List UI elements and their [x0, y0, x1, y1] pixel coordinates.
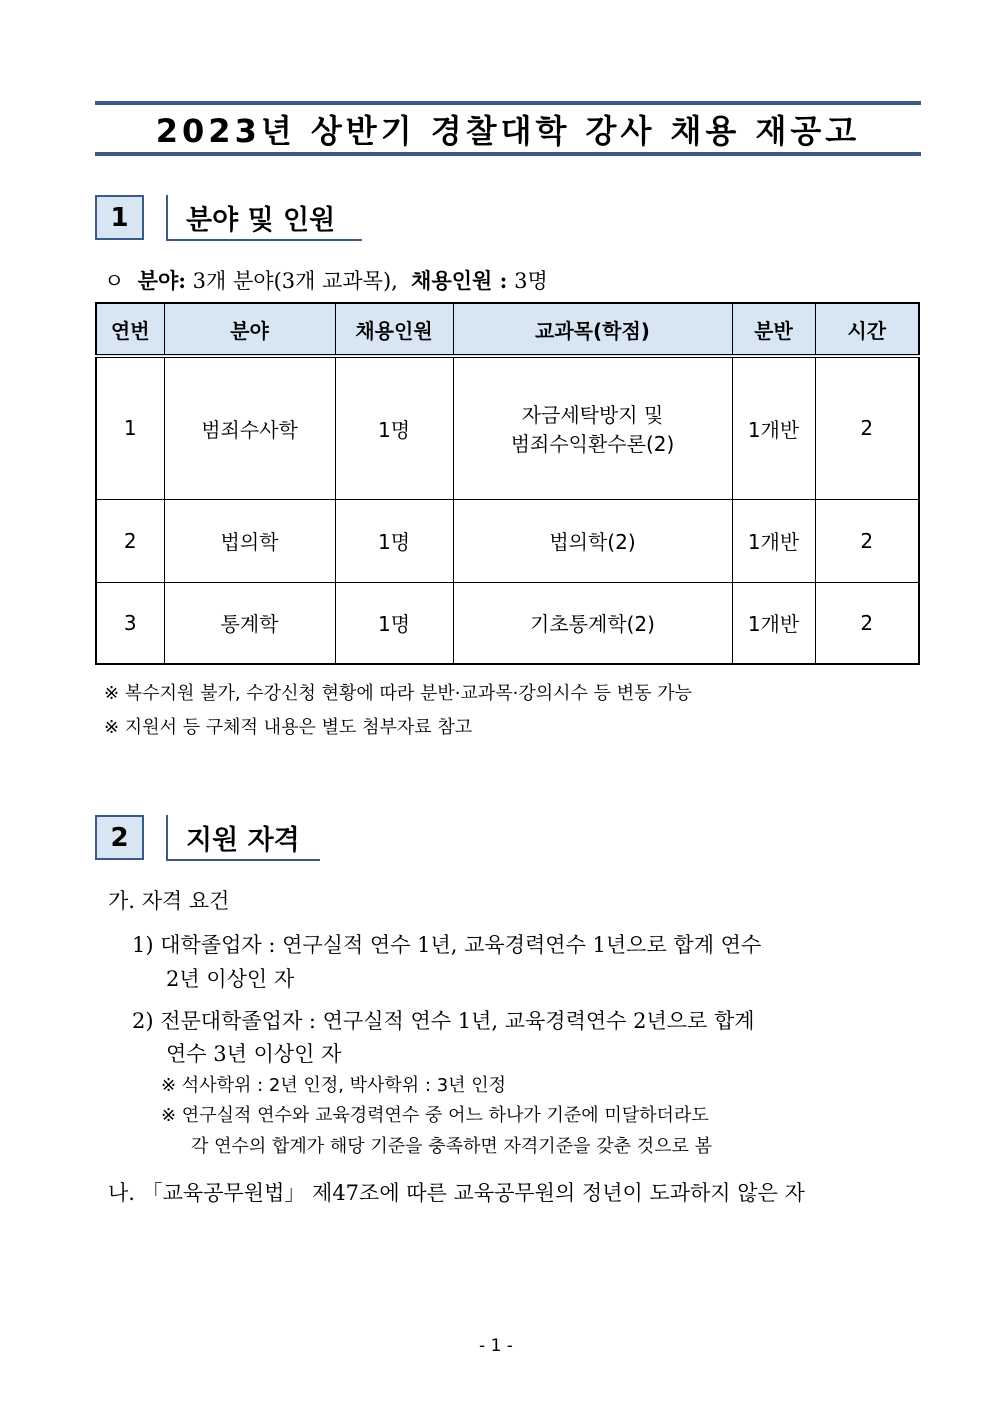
- table-header-row: [96, 303, 919, 356]
- note-2: ※ 지원서 등 구체적 내용은 별도 첨부자료 참고: [104, 717, 473, 738]
- shortfall-note-line-1: ※ 연구실적 연수와 교육경력연수 중 어느 하나가 기준에 미달하더라도: [161, 1105, 709, 1126]
- cell-hours: 2: [815, 356, 919, 499]
- cell-no: 1: [96, 356, 164, 499]
- section-1-heading: 분야 및 인원: [166, 195, 362, 241]
- table-row: [96, 356, 919, 499]
- cell-field: 법의학: [164, 499, 335, 582]
- section-1-number: 1: [95, 195, 144, 240]
- hire-label: 채용인원 :: [411, 268, 508, 293]
- title-text: 2023년 상반기 경찰대학 강사 채용 재공고: [155, 111, 861, 150]
- shortfall-note-line-2: 각 연수의 합계가 해당 기준을 충족하면 자격기준을 갖춘 것으로 봄: [191, 1136, 712, 1157]
- section-2-number: 2: [95, 815, 144, 860]
- cell-count: 1명: [335, 499, 453, 582]
- cell-subject: 법의학(2): [453, 499, 732, 582]
- cell-subject: [453, 356, 732, 499]
- cell-no: 2: [96, 499, 164, 582]
- page-number: - 1 -: [479, 1336, 513, 1356]
- document-title: [95, 101, 921, 156]
- recruitment-table: [95, 302, 920, 665]
- header-subject: 교과목(학점): [453, 303, 732, 356]
- section-1-summary: [104, 265, 548, 295]
- retirement-clause: 나. 「교육공무원법」 제47조에 따른 교육공무원의 정년이 도과하지 않은 자: [108, 1181, 805, 1205]
- header-hours: 시간: [815, 303, 919, 356]
- table-row: [96, 582, 919, 664]
- cell-class: 1개반: [732, 499, 815, 582]
- qualification-item-2-line-2: 연수 3년 이상인 자: [166, 1042, 342, 1066]
- cell-field: 범죄수사학: [164, 356, 335, 499]
- qualification-item-2-line-1: 2) 전문대학졸업자 : 연구실적 연수 1년, 교육경력연수 2년으로 합계: [132, 1009, 755, 1033]
- table-row: [96, 499, 919, 582]
- header-class: 분반: [732, 303, 815, 356]
- subject-line-2: 범죄수익환수론(2): [510, 432, 675, 457]
- degree-note: ※ 석사학위 : 2년 인정, 박사학위 : 3년 인정: [161, 1075, 507, 1096]
- section-2-heading: 지원 자격: [166, 815, 320, 861]
- header-count: 채용인원: [335, 303, 453, 356]
- field-label: 분야:: [137, 268, 186, 293]
- cell-hours: 2: [815, 499, 919, 582]
- subject-line-1: 자금세탁방지 및: [521, 403, 664, 428]
- qualification-item-1-line-2: 2년 이상인 자: [166, 967, 295, 991]
- cell-count: 1명: [335, 582, 453, 664]
- cell-class: 1개반: [732, 582, 815, 664]
- cell-count: 1명: [335, 356, 453, 499]
- cell-subject: 기초통계학(2): [453, 582, 732, 664]
- qualification-item-1-line-1: 1) 대학졸업자 : 연구실적 연수 1년, 교육경력연수 1년으로 합계 연수: [132, 933, 762, 957]
- cell-no: 3: [96, 582, 164, 664]
- note-1: ※ 복수지원 불가, 수강신청 현황에 따라 분반·교과목·강의시수 등 변동 가능: [104, 683, 692, 704]
- qualification-heading: 가. 자격 요건: [108, 889, 230, 913]
- cell-field: 통계학: [164, 582, 335, 664]
- cell-hours: 2: [815, 582, 919, 664]
- cell-class: 1개반: [732, 356, 815, 499]
- field-value: 3개 분야(3개 교과목),: [192, 269, 398, 293]
- header-field: 분야: [164, 303, 335, 356]
- summary-bullet: ㅇ: [104, 269, 125, 293]
- hire-value: 3명: [514, 269, 548, 293]
- header-no: 연번: [96, 303, 164, 356]
